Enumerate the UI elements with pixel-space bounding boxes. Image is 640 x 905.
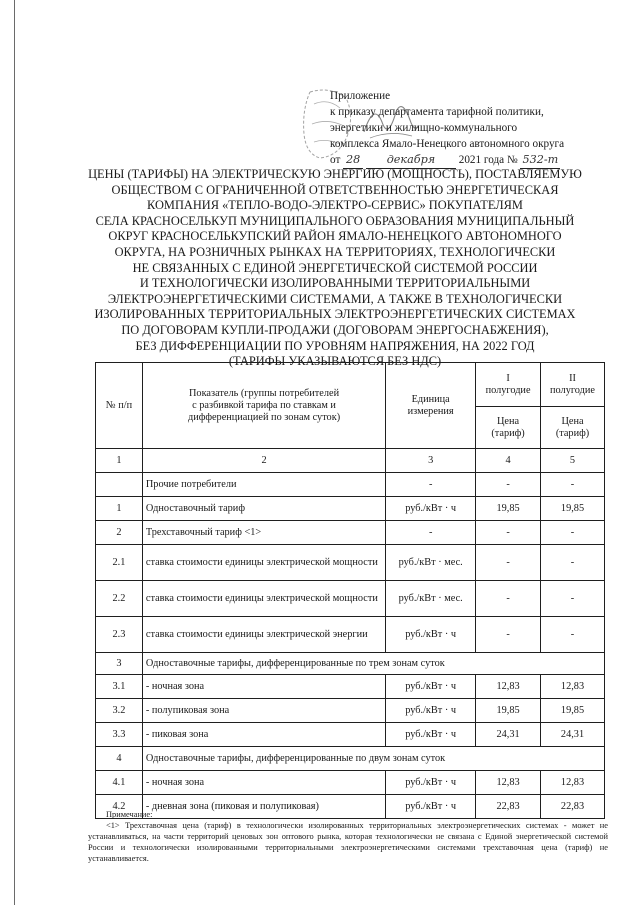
row-price-half1: - — [476, 473, 541, 497]
date-day: 28 — [343, 152, 363, 169]
row-number: 2.1 — [96, 545, 143, 581]
row-unit: руб./кВт · ч — [386, 699, 476, 723]
footnote-text: <1> Трехставочная цена (тариф) в технологически изолированных территориальных электроэнергетических системах - может не устанавливаться, на части территорий ценовых зон оптового рынка, которая технологически не связана с Единой энергетической системой России и технологически изолированными территориальными электроэнергетическими системами трехставочная цена (тариф) не устанавливается. — [88, 821, 608, 863]
header-half1: I полугодие — [476, 363, 541, 407]
title-line: КОМПАНИЯ «ТЕПЛО-ВОДО-ЭЛЕКТРО-СЕРВИС» ПОКУПАТЕЛЯМ — [147, 198, 523, 213]
row-number: 3 — [96, 653, 143, 675]
row-price-half1: 12,83 — [476, 675, 541, 699]
table-row — [96, 723, 605, 747]
row-price-half1: 19,85 — [476, 497, 541, 521]
row-number — [96, 473, 143, 497]
date-year: 2021 года № — [458, 154, 518, 166]
row-number: 4.1 — [96, 771, 143, 795]
row-number: 4.2 — [96, 795, 143, 819]
row-price-half2: - — [541, 617, 605, 653]
row-unit: руб./кВт · ч — [386, 723, 476, 747]
row-price-half2: - — [541, 521, 605, 545]
table-row — [96, 521, 605, 545]
row-number: 3.2 — [96, 699, 143, 723]
row-indicator: Одноставочные тарифы, дифференцированные по двум зонам суток — [142, 747, 604, 771]
table-row — [96, 497, 605, 521]
appendix-line: Приложение — [330, 90, 391, 102]
row-number: 3.3 — [96, 723, 143, 747]
header-price-1: Цена (тариф) — [476, 407, 541, 449]
row-indicator: - ночная зона — [142, 771, 385, 795]
title-line: БЕЗ ДИФФЕРЕНЦИАЦИИ ПО УРОВНЯМ НАПРЯЖЕНИЯ, НА 2022 ГОД — [135, 338, 535, 353]
row-price-half2: 12,83 — [541, 771, 605, 795]
row-number: 1 — [96, 497, 143, 521]
row-unit: - — [386, 521, 476, 545]
footnote — [88, 809, 608, 864]
row-indicator: Одноставочный тариф — [142, 497, 385, 521]
header-half2: II полугодие — [541, 363, 605, 407]
row-indicator: - ночная зона — [142, 675, 385, 699]
row-price-half1: - — [476, 617, 541, 653]
appendix-line: к приказу департамента тарифной политики, — [330, 106, 544, 118]
row-indicator: ставка стоимости единицы электрической мощности — [142, 545, 385, 581]
row-unit: руб./кВт · ч — [386, 617, 476, 653]
title-line: НЕ СВЯЗАННЫХ С ЕДИНОЙ ЭНЕРГЕТИЧЕСКОЙ СИСТЕМОЙ РОССИИ — [132, 260, 538, 275]
table-row — [96, 747, 605, 771]
table-row — [96, 581, 605, 617]
header-unit: Единица измерения — [386, 363, 476, 449]
row-price-half2: 22,83 — [541, 795, 605, 819]
row-price-half1: 12,83 — [476, 771, 541, 795]
title-line: ЭЛЕКТРОЭНЕРГЕТИЧЕСКИМИ СИСТЕМАМИ, А ТАКЖЕ В ТЕХНОЛОГИЧЕСКИ — [107, 291, 563, 306]
row-indicator: Прочие потребители — [142, 473, 385, 497]
table-row — [96, 699, 605, 723]
table-row — [96, 617, 605, 653]
header-price-2: Цена (тариф) — [541, 407, 605, 449]
row-number: 2.3 — [96, 617, 143, 653]
row-indicator: ставка стоимости единицы электрической мощности — [142, 581, 385, 617]
title-line: СЕЛА КРАСНОСЕЛЬКУП МУНИЦИПАЛЬНОГО ОБРАЗОВАНИЯ МУНИЦИПАЛЬНЫЙ — [95, 213, 575, 228]
row-price-half2: 12,83 — [541, 675, 605, 699]
tariff-table — [95, 362, 605, 819]
order-number: 532-т — [520, 152, 560, 169]
table-body — [96, 473, 605, 819]
row-price-half2: 24,31 — [541, 723, 605, 747]
row-unit: руб./кВт · ч — [386, 771, 476, 795]
row-price-half2: - — [541, 545, 605, 581]
table-header-row — [96, 363, 605, 407]
row-unit: руб./кВт · ч — [386, 675, 476, 699]
row-number: 4 — [96, 747, 143, 771]
title-line: ИЗОЛИРОВАННЫХ ТЕРРИТОРИАЛЬНЫХ ЭЛЕКТРОЭНЕРГЕТИЧЕСКИХ СИСТЕМАХ — [94, 307, 576, 322]
row-price-half1: - — [476, 521, 541, 545]
row-indicator: - дневная зона (пиковая и полупиковая) — [142, 795, 385, 819]
row-indicator: Трехставочный тариф <1> — [142, 521, 385, 545]
column-number-row: 1 2 3 4 5 — [96, 449, 605, 473]
row-price-half1: 19,85 — [476, 699, 541, 723]
row-indicator: ставка стоимости единицы электрической энергии — [142, 617, 385, 653]
footnote-heading: Примечание: — [106, 810, 153, 819]
row-price-half1: 22,83 — [476, 795, 541, 819]
row-unit: руб./кВт · мес. — [386, 545, 476, 581]
row-number: 2.2 — [96, 581, 143, 617]
title-line: ОКРУГ КРАСНОСЕЛЬКУПСКИЙ РАЙОН ЯМАЛО-НЕНЕЦКОГО АВТОНОМНОГО — [108, 229, 562, 244]
row-price-half2: 19,85 — [541, 699, 605, 723]
title-line: ОКРУГА, НА РОЗНИЧНЫХ РЫНКАХ НА ТЕРРИТОРИЯХ, ТЕХНОЛОГИЧЕСКИ — [114, 244, 556, 259]
row-price-half2: - — [541, 473, 605, 497]
date-month: декабря — [366, 152, 456, 169]
row-price-half2: - — [541, 581, 605, 617]
date-prefix: от — [330, 154, 341, 166]
title-line: (ТАРИФЫ УКАЗЫВАЮТСЯ БЕЗ НДС) — [228, 354, 442, 369]
document-title — [60, 167, 610, 370]
table-row — [96, 653, 605, 675]
header-num: № п/п — [96, 363, 143, 449]
table-row — [96, 473, 605, 497]
row-indicator: Одноставочные тарифы, дифференцированные по трем зонам суток — [142, 653, 604, 675]
header-indicator: Показатель (группы потребителей с разбивкой тарифа по ставкам и дифференциацией по зонам суток) — [142, 363, 385, 449]
row-unit: - — [386, 473, 476, 497]
table-row — [96, 771, 605, 795]
appendix-line: комплекса Ямало-Ненецкого автономного округа — [330, 138, 565, 150]
row-unit: руб./кВт · ч — [386, 497, 476, 521]
table-row — [96, 675, 605, 699]
row-indicator: - пиковая зона — [142, 723, 385, 747]
row-number: 2 — [96, 521, 143, 545]
row-unit: руб./кВт · ч — [386, 795, 476, 819]
scan-edge-line — [14, 0, 15, 905]
appendix-block — [330, 88, 630, 169]
table-row — [96, 545, 605, 581]
title-line: ЦЕНЫ (ТАРИФЫ) НА ЭЛЕКТРИЧЕСКУЮ ЭНЕРГИЮ (МОЩНОСТЬ), ПОСТАВЛЯЕМУЮ — [88, 167, 582, 181]
appendix-line: энергетики и жилищно-коммунального — [330, 122, 518, 134]
row-unit: руб./кВт · мес. — [386, 581, 476, 617]
row-number: 3.1 — [96, 675, 143, 699]
row-price-half2: 19,85 — [541, 497, 605, 521]
row-price-half1: - — [476, 545, 541, 581]
title-line: И ТЕХНОЛОГИЧЕСКИ ИЗОЛИРОВАННЫМИ ТЕРРИТОРИАЛЬНЫМИ — [139, 276, 531, 291]
row-price-half1: 24,31 — [476, 723, 541, 747]
title-line: ОБЩЕСТВОМ С ОГРАНИЧЕННОЙ ОТВЕТСТВЕННОСТЬЮ ЭНЕРГЕТИЧЕСКАЯ — [111, 182, 559, 197]
row-price-half1: - — [476, 581, 541, 617]
row-indicator: - полупиковая зона — [142, 699, 385, 723]
title-line: ПО ДОГОВОРАМ КУПЛИ-ПРОДАЖИ (ДОГОВОРАМ ЭНЕРГОСНАБЖЕНИЯ), — [121, 322, 549, 337]
